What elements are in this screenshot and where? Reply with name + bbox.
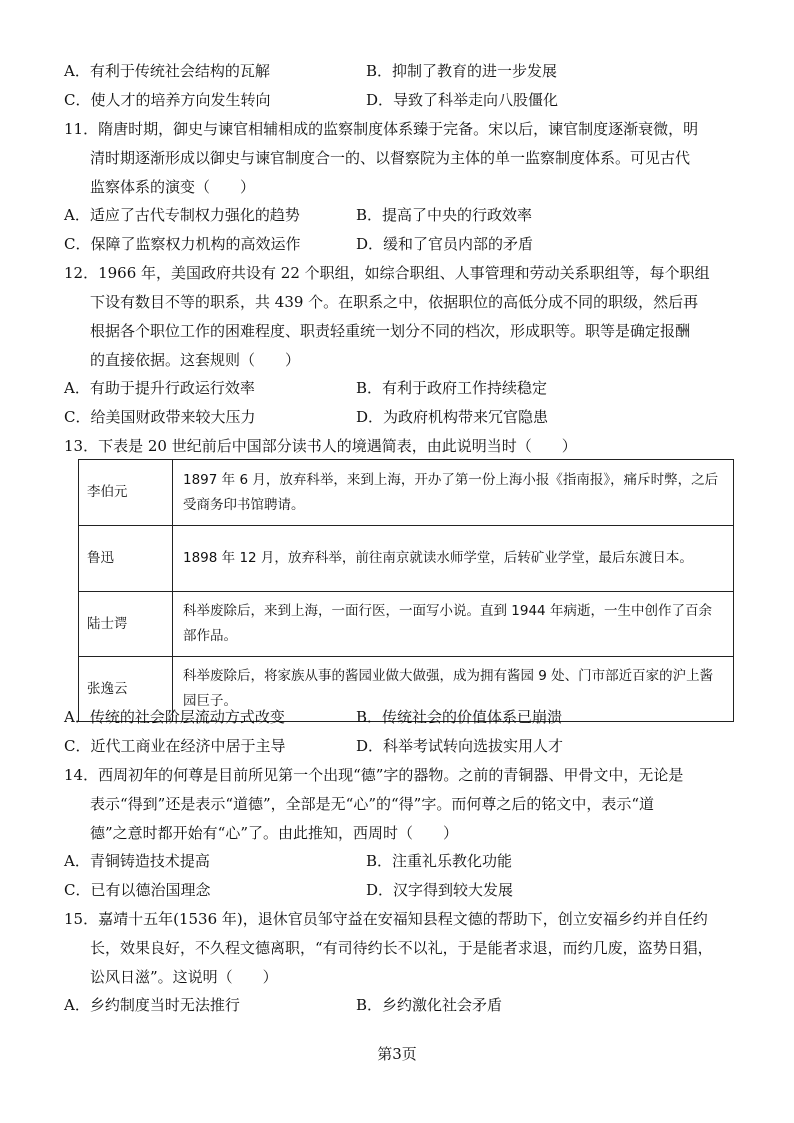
scholars-table (78, 459, 734, 722)
table-desc-cell: 1897 年 6 月，放弃科举，来到上海，开办了第一份上海小报《指南报》，痛斥时弊，之后受商务印书馆聘请。 (173, 460, 734, 526)
table-name-cell: 李伯元 (79, 460, 173, 526)
option-d: D．导致了科举走向八股僵化 (366, 91, 559, 109)
q14-stem-line-1: 14．西周初年的何尊是目前所见第一个出现“德”字的器物。之前的青铜器、甲骨文中，无论是 (64, 766, 684, 784)
q12-option-d: D．为政府机构带来冗官隐患 (356, 408, 549, 426)
q13-option-d: D．科举考试转向选拔实用人才 (356, 737, 564, 755)
q14-option-d: D．汉字得到较大发展 (366, 881, 514, 899)
q15-option-a: A．乡约制度当时无法推行 (64, 996, 240, 1014)
q12-option-c: C．给美国财政带来较大压力 (64, 408, 256, 426)
q15-stem-line-1: 15．嘉靖十五年(1536 年)，退休官员邹守益在安福知县程文德的帮助下，创立安福乡约并自任约 (64, 910, 708, 928)
table-row (79, 592, 734, 657)
q12-stem-line-3: 根据各个职位工作的困难程度、职责轻重统一划分不同的档次，形成职等。职等是确定报酬 (90, 322, 691, 340)
option-c: C．使人才的培养方向发生转向 (64, 91, 271, 109)
option-a: A．有利于传统社会结构的瓦解 (64, 62, 270, 80)
q14-option-b: B．注重礼乐教化功能 (366, 852, 513, 870)
q14-option-c: C．已有以德治国理念 (64, 881, 211, 899)
q13-option-b: B．传统社会的价值体系已崩溃 (356, 708, 563, 726)
q14-stem-line-2: 表示“得到”还是表示“道德”，全部是无“心”的“得”字。而何尊之后的铭文中，表示“道 (90, 795, 655, 813)
q12-stem-line-1: 12．1966 年，美国政府共设有 22 个职组，如综合职组、人事管理和劳动关系职组等，每个职组 (64, 264, 710, 282)
q11-stem-line-2: 清时期逐渐形成以御史与谏官制度合一的、以督察院为主体的单一监察制度体系。可见古代 (90, 149, 691, 167)
q14-option-a: A．青铜铸造技术提高 (64, 852, 210, 870)
table-desc-cell: 科举废除后，来到上海，一面行医，一面写小说。直到 1944 年病逝，一生中创作了百余部作品。 (173, 592, 734, 657)
q11-stem-line-1: 11．隋唐时期，御史与谏官相辅相成的监察制度体系臻于完备。宋以后，谏官制度逐渐衰微，明 (64, 120, 699, 138)
q11-option-d: D．缓和了官员内部的矛盾 (356, 235, 534, 253)
q11-option-b: B．提高了中央的行政效率 (356, 206, 533, 224)
q14-stem-line-3: 德”之意时都开始有“心”了。由此推知，西周时（ ） (90, 824, 459, 842)
q13-option-c: C．近代工商业在经济中居于主导 (64, 737, 286, 755)
table-desc-cell: 科举废除后，将家族从事的酱园业做大做强，成为拥有酱园 9 处、门市部近百家的沪上酱园巨子。 (173, 657, 734, 722)
q11-option-c: C．保障了监察权力机构的高效运作 (64, 235, 301, 253)
q12-option-a: A．有助于提升行政运行效率 (64, 379, 255, 397)
q12-stem-line-2: 下设有数目不等的职系，共 439 个。在职系之中，依据职位的高低分成不同的职级，然后再 (90, 293, 699, 311)
table-name-cell: 鲁迅 (79, 526, 173, 592)
q13-option-a: A．传统的社会阶层流动方式改变 (64, 708, 285, 726)
q11-stem-line-3: 监察体系的演变（ ） (90, 178, 256, 196)
q15-option-b: B．乡约激化社会矛盾 (356, 996, 503, 1014)
q13-stem-line-1: 13．下表是 20 世纪前后中国部分读书人的境遇简表，由此说明当时（ ） (64, 437, 577, 455)
q15-stem-line-3: 讼风日滋”。这说明（ ） (90, 968, 278, 986)
q15-stem-line-2: 长，效果良好，不久程文德离职，“有司待约长不以礼，于是能者求退，而约几废，盗势日猖， (90, 939, 713, 957)
table-row (79, 526, 734, 592)
table-name-cell: 陆士谔 (79, 592, 173, 657)
table-row (79, 460, 734, 526)
q12-option-b: B．有利于政府工作持续稳定 (356, 379, 548, 397)
table-desc-cell: 1898 年 12 月，放弃科举，前往南京就读水师学堂，后转矿业学堂，最后东渡日本。 (173, 526, 734, 592)
q12-stem-line-4: 的直接依据。这套规则（ ） (90, 351, 301, 369)
page-number: 第3页 (377, 1045, 417, 1063)
option-b: B．抑制了教育的进一步发展 (366, 62, 558, 80)
table-name-cell: 张逸云 (79, 657, 173, 722)
q11-option-a: A．适应了古代专制权力强化的趋势 (64, 206, 300, 224)
